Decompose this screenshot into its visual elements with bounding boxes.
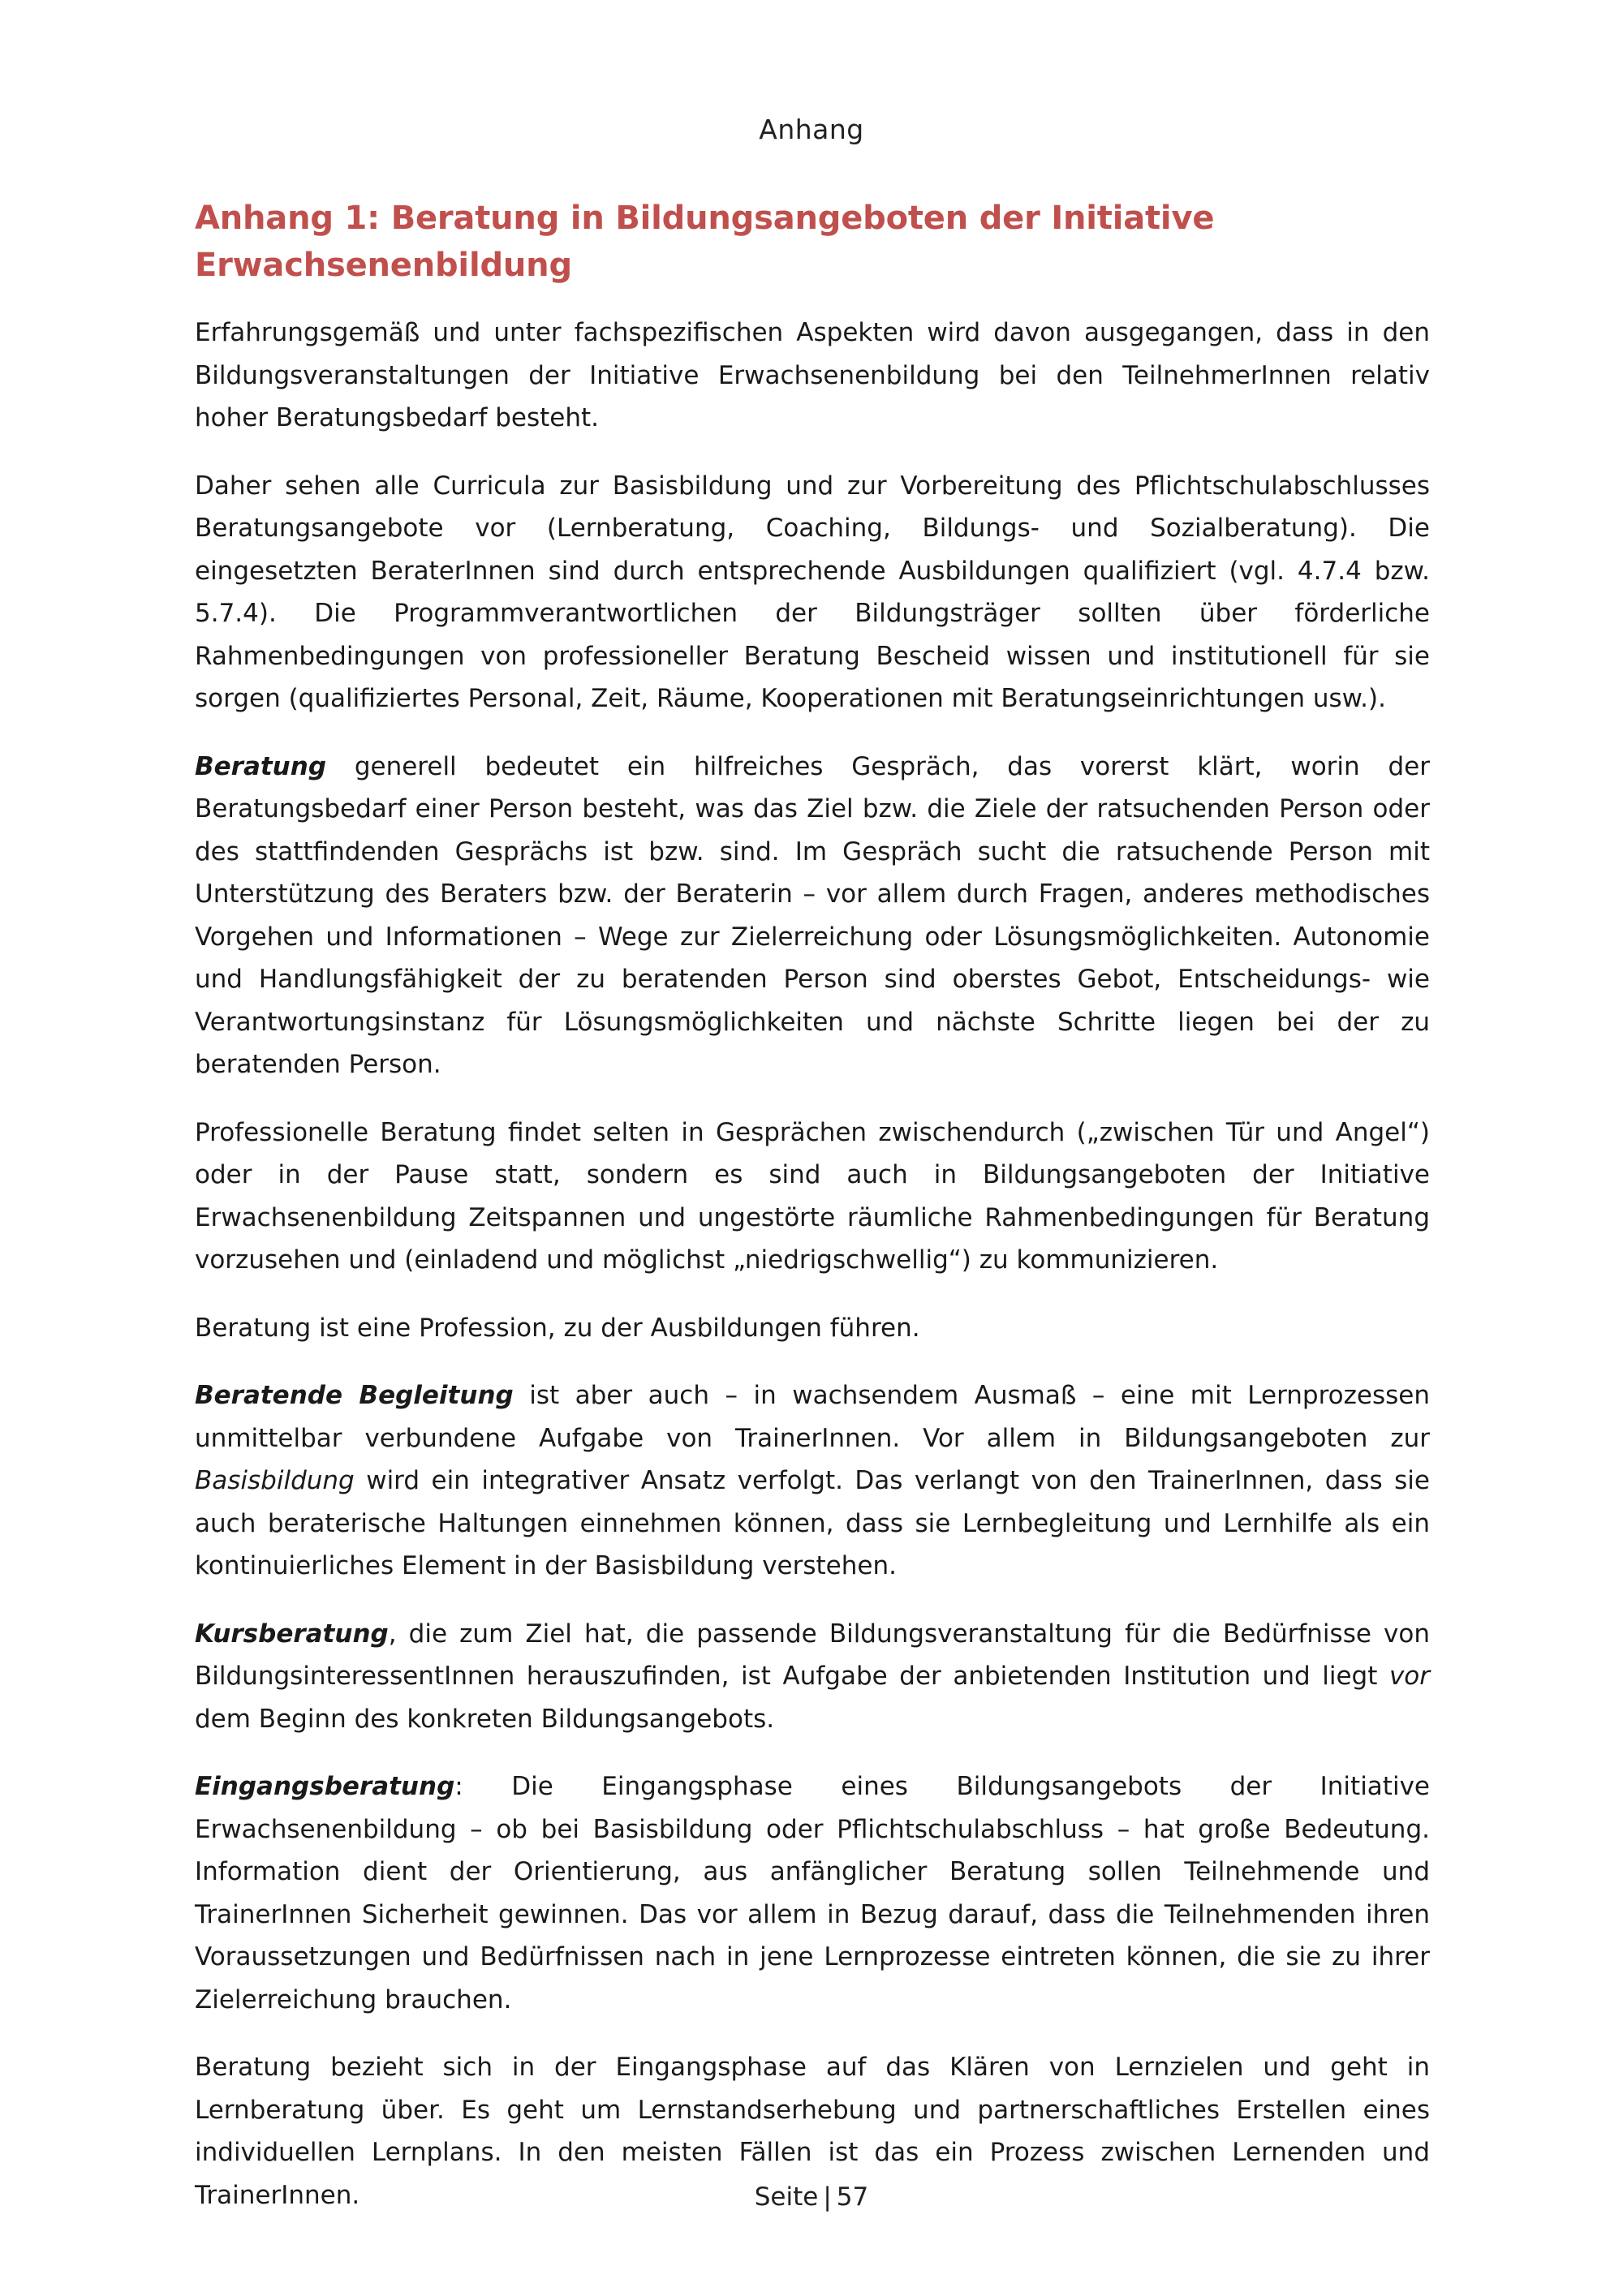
emphasis-vor: vor <box>1388 1662 1430 1691</box>
paragraph-beratende-begleitung <box>195 1374 1430 1588</box>
paragraph-lernberatung: Beratung bezieht sich in der Eingangsphase auf das Klären von Lernzielen und geht in Lernberatung über. Es geht um Lernstandserhebung und partnerschaftliches Erstellen eines individuellen Lernplans. In den meisten Fällen ist das ein Prozess zwischen Lernenden und TrainerInnen. <box>195 2053 1430 2210</box>
paragraph-eingangsberatung-text: : Die Eingangsphase eines Bildungsangebots der Initiative Erwachsenenbildung – ob bei Basisbildung oder Pflichtschulabschluss – hat große Bedeutung. Information dient der Orientierung, aus anfänglicher Beratung sollen Teilnehmende und TrainerInnen Sicherheit gewinnen. Das vor allem in Bezug darauf, dass die Teilnehmenden ihren Voraussetzungen und Bedürfnissen nach in jene Lernprozesse eintreten können, die sie zu ihrer Zielerreichung brauchen. <box>195 1772 1430 2014</box>
paragraph-beratende-begleitung-text-a: ist aber auch – in wachsendem Ausmaß – eine mit Lernprozessen unmittelbar verbundene Aufgabe von TrainerInnen. Vor allem in Bildungsangeboten zur <box>195 1381 1430 1453</box>
paragraph-professionelle-beratung: Professionelle Beratung findet selten in Gesprächen zwischendurch („zwischen Tür und Angel“) oder in der Pause statt, sondern es sind auch in Bildungsangeboten der Initiative Erwachsenenbildung Zeitspannen und ungestörte räumliche Rahmenbedingungen für Beratung vorzusehen und (einladend und möglichst „niedrigschwellig“) zu kommunizieren. <box>195 1117 1430 1275</box>
term-beratende-begleitung: Beratende Begleitung <box>195 1381 514 1410</box>
paragraph-intro: Erfahrungsgemäß und unter fachspezifischen Aspekten wird davon ausgegangen, dass in den Bildungsveranstaltungen der Initiative Erwachsenenbildung bei den TeilnehmerInnen relativ hoher Beratungsbedarf besteht. <box>195 318 1430 432</box>
term-beratung: Beratung <box>195 751 327 781</box>
paragraph-eingangsberatung <box>195 1765 1430 2021</box>
paragraph-kursberatung-text-b: dem Beginn des konkreten Bildungsangebots. <box>195 1704 775 1734</box>
paragraph-curricula: Daher sehen alle Curricula zur Basisbildung und zur Vorbereitung des Pflichtschulabschlusses Beratungsangebote vor (Lernberatung, Coaching, Bildungs- und Sozialberatung). Die eingesetzten BeraterInnen sind durch entsprechende Ausbildungen qualifiziert (vgl. 4.7.4 bzw. 5.7.4). Die Programmverantwortlichen der Bildungsträger sollten über förderliche Rahmenbedingungen von professioneller Beratung Bescheid wissen und institutionell für sie sorgen (qualifiziertes Personal, Zeit, Räume, Kooperationen mit Beratungseinrichtungen usw.). <box>195 471 1430 713</box>
page-footer <box>0 2182 1623 2212</box>
paragraph-kursberatung-text-a: , die zum Ziel hat, die passende Bildungsveranstaltung für die Bedürfnisse von BildungsinteressentInnen herauszufinden, ist Aufgabe der anbietenden Institution und liegt <box>195 1619 1430 1691</box>
page-label: Seite <box>754 2182 819 2212</box>
paragraph-beratende-begleitung-text-b: wird ein integrativer Ansatz verfolgt. Das verlangt von den TrainerInnen, dass sie auch beraterische Haltungen einnehmen können, dass sie Lernbegleitung und Lernhilfe als ein kontinuierliches Element in der Basisbildung verstehen. <box>195 1466 1430 1580</box>
emphasis-basisbildung: Basisbildung <box>195 1466 355 1495</box>
running-header: Anhang <box>759 114 864 145</box>
page-separator: | <box>823 2182 832 2212</box>
paragraph-profession: Beratung ist eine Profession, zu der Ausbildungen führen. <box>195 1313 920 1343</box>
page-content <box>195 195 1430 2242</box>
term-eingangsberatung: Eingangsberatung <box>195 1772 455 1801</box>
section-heading: Anhang 1: Beratung in Bildungsangeboten der Initiative Erwachsenenbildung <box>195 200 1215 284</box>
paragraph-beratung <box>195 746 1430 1086</box>
page-number: 57 <box>836 2182 869 2212</box>
paragraph-beratung-text: generell bedeutet ein hilfreiches Gespräch, das vorerst klärt, worin der Beratungsbedarf einer Person besteht, was das Ziel bzw. die Ziele der ratsuchenden Person oder des stattfindenden Gesprächs ist bzw. sind. Im Gespräch sucht die ratsuchende Person mit Unterstützung des Beraters bzw. der Beraterin – vor allem durch Fragen, anderes methodisches Vorgehen und Informationen – Wege zur Zielerreichung oder Lösungsmöglichkeiten. Autonomie und Handlungsfähigkeit der zu beratenden Person sind oberstes Gebot, Entscheidungs- wie Verantwortungsinstanz für Lösungsmöglichkeiten und nächste Schritte liegen bei der zu beratenden Person. <box>195 751 1430 1079</box>
paragraph-kursberatung <box>195 1613 1430 1741</box>
term-kursberatung: Kursberatung <box>195 1619 389 1649</box>
